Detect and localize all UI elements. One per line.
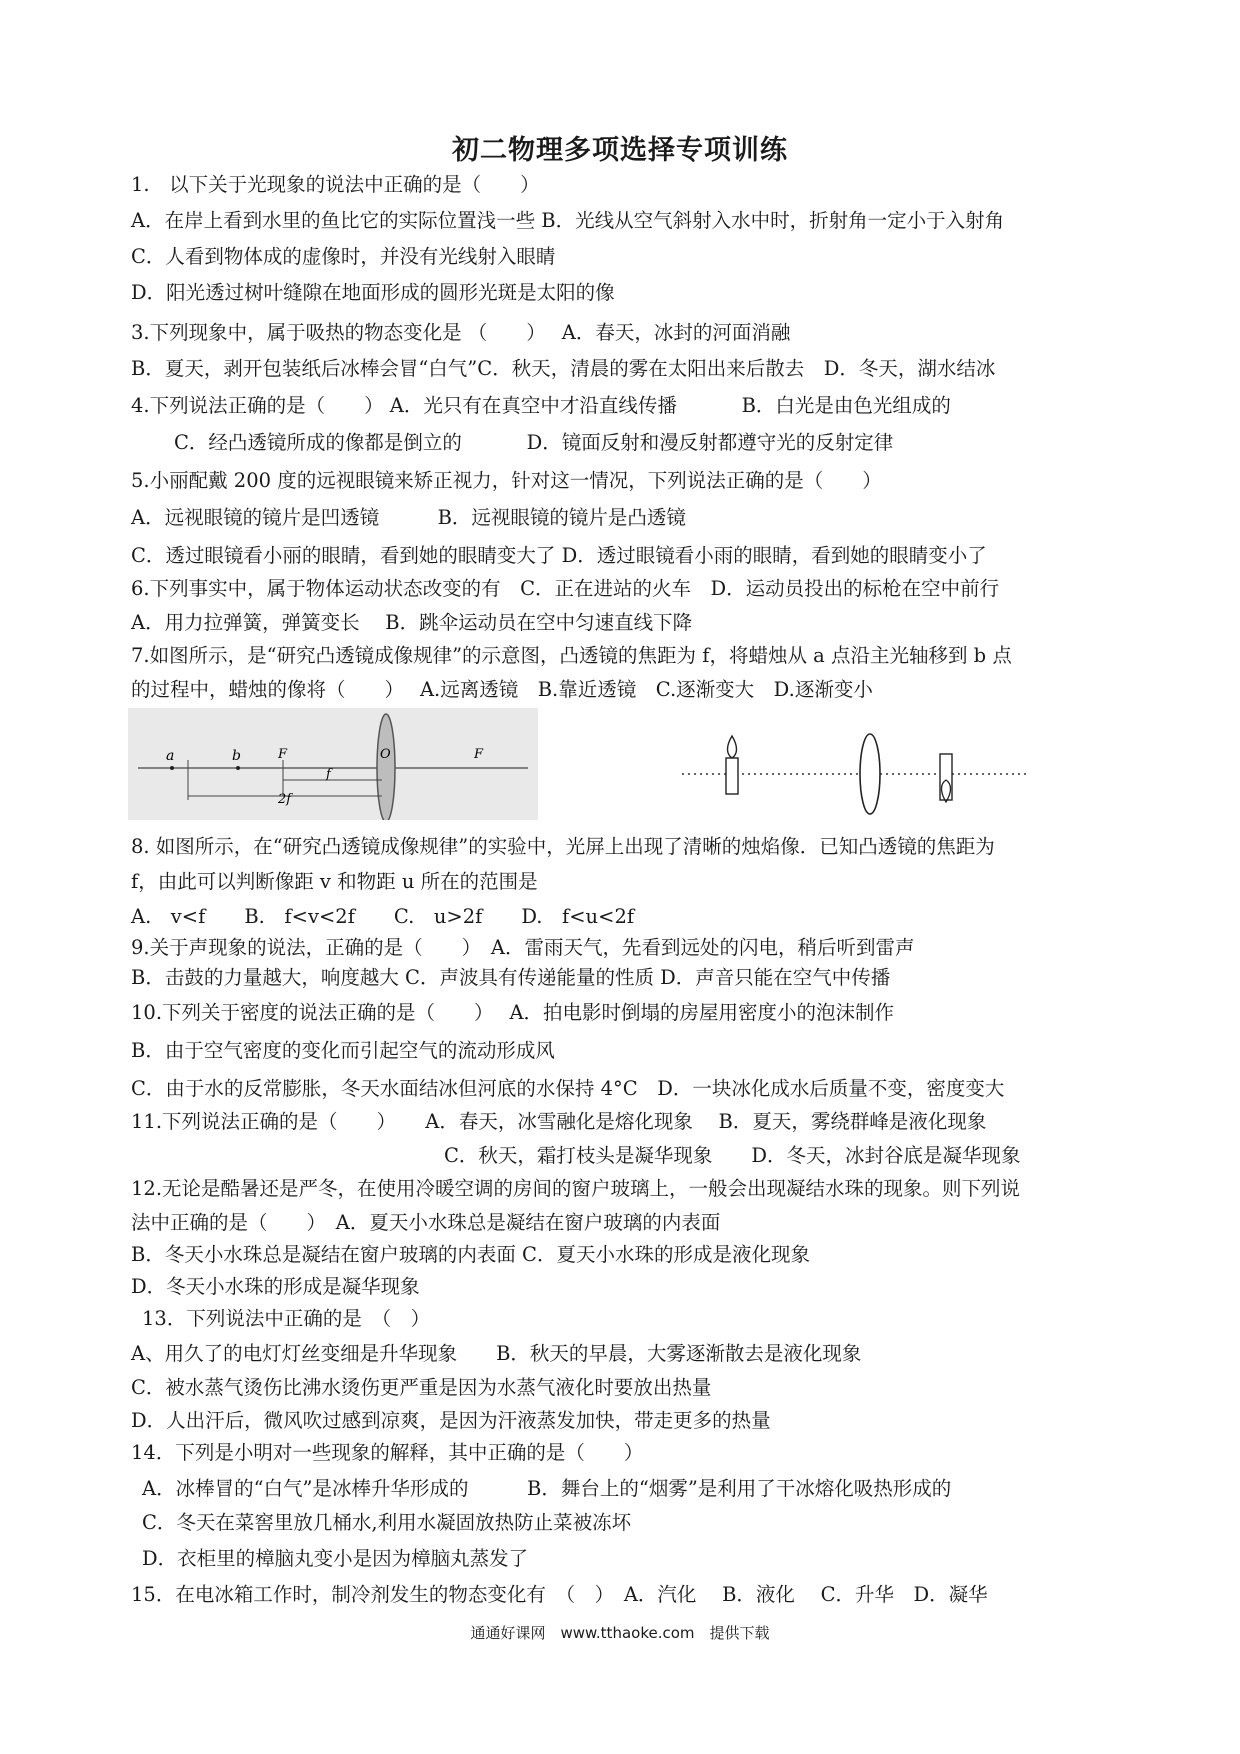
label-2f-distance: 2f (278, 792, 292, 807)
q14-option-d: D．衣柜里的樟脑丸变小是因为樟脑丸蒸发了 (142, 1547, 529, 1570)
q12-option-a: 法中正确的是（ ） A．夏天小水珠总是凝结在窗户玻璃的内表面 (131, 1211, 721, 1234)
q8-options: A. v<f B. f<v<2f C. u>2f D. f<u<2f (131, 905, 635, 928)
q1-options-ab: A．在岸上看到水里的鱼比它的实际位置浅一些 B．光线从空气斜射入水中时，折射角一定小于入射角 (131, 209, 1005, 232)
q10-options-cd: C．由于水的反常膨胀，冬天水面结冰但河底的水保持 4°C D．一块冰化成水后质量不变，密度变大 (131, 1077, 1005, 1100)
q1-option-c: C．人看到物体成的虚像时，并没有光线射入眼睛 (131, 245, 556, 268)
q12-options-bc: B．冬天小水珠总是凝结在窗户玻璃的内表面 C．夏天小水珠的形成是液化现象 (131, 1243, 810, 1266)
question-1: 1. 以下关于光现象的说法中正确的是（ ） (131, 173, 540, 196)
q8-range-text: f，由此可以判断像距 v 和物距 u 所在的范围是 (131, 870, 538, 893)
question-11: 11.下列说法正确的是（ ） A．春天，冰雪融化是熔化现象 B．夏天，雾绕群峰是液化现象 (131, 1110, 987, 1133)
label-b: b (232, 748, 241, 764)
q7-options: 的过程中，蜡烛的像将（ ） A.远离透镜 B.靠近透镜 C.逐渐变大 D.逐渐变小 (131, 678, 873, 701)
candle-lens-screen-svg (678, 726, 1034, 816)
question-10: 10.下列关于密度的说法正确的是（ ） A．拍电影时倒塌的房屋用密度小的泡沫制作 (131, 1001, 895, 1024)
point-a (170, 766, 174, 770)
page-title: 初二物理多项选择专项训练 (452, 135, 788, 166)
q13-option-d: D．人出汗后，微风吹过感到凉爽，是因为汗液蒸发加快，带走更多的热量 (131, 1409, 771, 1432)
q4-options-cd: C．经凸透镜所成的像都是倒立的 D．镜面反射和漫反射都遵守光的反射定律 (174, 431, 894, 454)
q12-option-d: D．冬天小水珠的形成是凝华现象 (131, 1275, 420, 1298)
point-b (236, 766, 240, 770)
lens-diagram-figure (128, 708, 538, 820)
q5-options-ab: A．远视眼镜的镜片是凹透镜 B．远视眼镜的镜片是凸透镜 (131, 506, 686, 529)
question-7: 7.如图所示，是“研究凸透镜成像规律”的示意图，凸透镜的焦距为 f，将蜡烛从 a 点沿主光轴移到 b 点 (131, 644, 1012, 667)
question-15: 15．在电冰箱工作时，制冷剂发生的物态变化有 （ ） A．汽化 B．液化 C．升华 D．凝华 (131, 1583, 988, 1606)
q1-option-d: D．阳光透过树叶缝隙在地面形成的圆形光斑是太阳的像 (131, 281, 615, 304)
q3-options-bcd: B．夏天，剥开包装纸后冰棒会冒“白气”C．秋天，清晨的雾在太阳出来后散去 D．冬天，湖水结冰 (131, 357, 996, 380)
footer-credit: 通通好课网 www.tthaoke.com 提供下载 (470, 1624, 770, 1642)
q13-options-ab: A、用久了的电灯灯丝变细是升华现象 B．秋天的早晨，大雾逐渐散去是液化现象 (131, 1342, 862, 1365)
question-14: 14．下列是小明对一些现象的解释，其中正确的是（ ） (131, 1441, 644, 1464)
lens-diagram-svg (128, 708, 538, 820)
question-3: 3.下列现象中，属于吸热的物态变化是 （ ） A．春天，冰封的河面消融 (131, 321, 791, 344)
q11-options-cd: C．秋天，霜打枝头是凝华现象 D．冬天，冰封谷底是凝华现象 (444, 1144, 1021, 1167)
question-8: 8. 如图所示，在“研究凸透镜成像规律”的实验中，光屏上出现了清晰的烛焰像．已知凸透镜的焦距为 (131, 835, 995, 858)
candle-lens-screen-figure (678, 726, 1034, 816)
q9-options-bcd: B．击鼓的力量越大，响度越大 C．声波具有传递能量的性质 D．声音只能在空气中传播 (131, 966, 891, 989)
q5-options-cd: C．透过眼镜看小丽的眼睛，看到她的眼睛变大了 D．透过眼镜看小雨的眼睛，看到她的眼睛变小了 (131, 544, 987, 567)
label-f-left: F (278, 747, 288, 762)
label-f-right: F (474, 747, 484, 762)
q14-option-c: C．冬天在菜窖里放几桶水,利用水凝固放热防止菜被冻坏 (142, 1511, 632, 1534)
q13-option-c: C．被水蒸气烫伤比沸水烫伤更严重是因为水蒸气液化时要放出热量 (131, 1376, 712, 1399)
question-9: 9.关于声现象的说法，正确的是（ ） A．雷雨天气，先看到远处的闪电，稍后听到雷声 (131, 936, 915, 959)
label-a: a (166, 748, 175, 764)
q10-option-b: B．由于空气密度的变化而引起空气的流动形成风 (131, 1039, 555, 1062)
question-6: 6.下列事实中，属于物体运动状态改变的有 C．正在进站的火车 D．运动员投出的标枪在空中前行 (131, 577, 1000, 600)
question-5: 5.小丽配戴 200 度的远视眼镜来矫正视力，针对这一情况，下列说法正确的是（ ） (131, 469, 882, 492)
label-f-distance: f (326, 767, 331, 782)
question-12: 12.无论是酷暑还是严冬，在使用冷暖空调的房间的窗户玻璃上，一般会出现凝结水珠的现象。则下列说 (131, 1177, 1021, 1200)
question-13: 13．下列说法中正确的是 （ ） (142, 1307, 431, 1330)
convex-lens (860, 734, 880, 814)
candle-flame (728, 736, 737, 758)
label-o: O (380, 747, 391, 762)
q6-options-ab: A．用力拉弹簧，弹簧变长 B．跳伞运动员在空中匀速直线下降 (131, 611, 693, 634)
q14-options-ab: A．冰棒冒的“白气”是冰棒升华形成的 B．舞台上的“烟雾”是利用了干冰熔化吸热形成的 (142, 1477, 952, 1500)
candle-body (726, 758, 738, 794)
question-4: 4.下列说法正确的是（ ） A．光只有在真空中才沿直线传播 B．白光是由色光组成的 (131, 394, 951, 417)
convex-lens (377, 714, 395, 820)
